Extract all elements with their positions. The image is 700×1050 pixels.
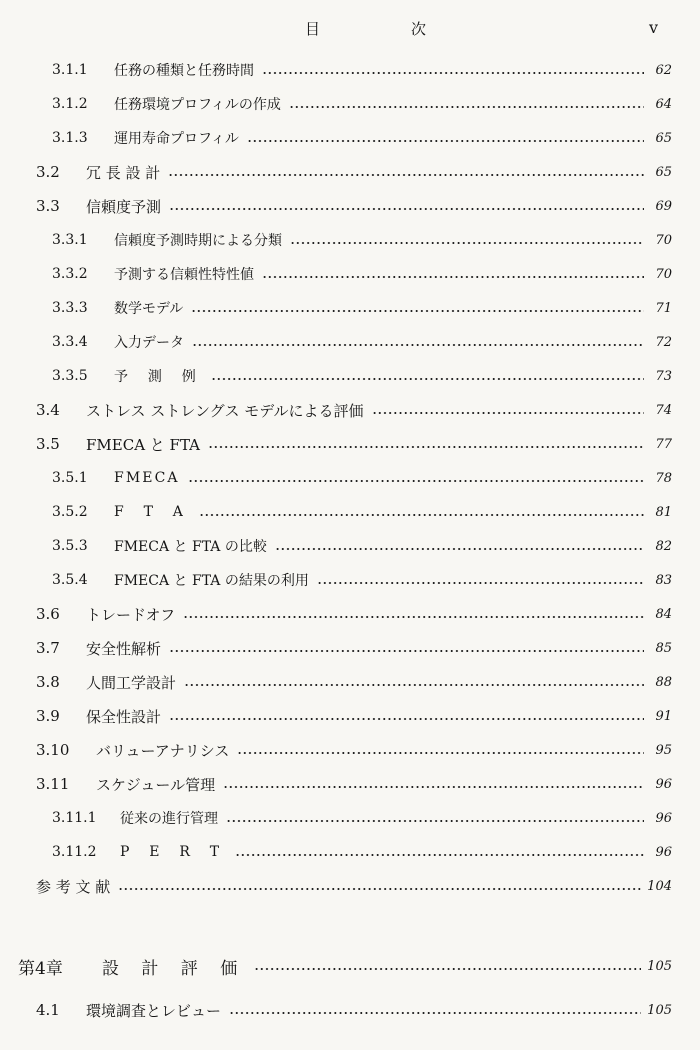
dot-leader <box>223 786 644 788</box>
entry-page: 70 <box>655 266 672 282</box>
toc-entry <box>52 802 672 834</box>
dot-leader <box>192 344 644 346</box>
entry-title: 従来の進行管理 <box>120 811 218 827</box>
entry-number: 3.5 <box>36 435 60 453</box>
dot-leader <box>275 548 644 550</box>
entry-title: 予測する信頼性特性値 <box>114 267 254 283</box>
entry-title: 任務環境プロフィルの作成 <box>114 97 281 113</box>
toc-entry <box>52 54 672 86</box>
dot-leader <box>262 276 644 278</box>
entry-title: ストレス ストレングス モデルによる評価 <box>86 401 364 420</box>
entry-title: バリューアナリシス <box>96 741 230 760</box>
toc-entry <box>36 700 672 732</box>
toc-entry <box>36 190 672 222</box>
entry-number: 3.5.2 <box>52 504 88 520</box>
entry-page: 96 <box>655 776 672 792</box>
dot-leader <box>262 72 644 74</box>
entry-number: 3.3.2 <box>52 266 88 282</box>
dot-leader <box>290 242 644 244</box>
dot-leader <box>247 140 644 142</box>
entry-number: 3.11.1 <box>52 810 97 826</box>
entry-page: 84 <box>655 606 672 622</box>
dot-leader <box>372 412 644 414</box>
entry-page: 62 <box>655 62 672 78</box>
entry-page: 95 <box>655 742 672 758</box>
toc-entry <box>36 870 672 902</box>
dot-leader <box>118 888 641 890</box>
toc-entry <box>52 836 672 868</box>
toc-entry <box>36 632 672 664</box>
dot-leader <box>211 378 644 380</box>
entry-number: 3.2 <box>36 163 60 181</box>
entry-page: 96 <box>655 810 672 826</box>
toc-entry <box>52 88 672 120</box>
entry-number: 3.5.3 <box>52 538 88 554</box>
dot-leader <box>169 208 644 210</box>
entry-number: 3.1.2 <box>52 96 88 112</box>
entry-number: 3.4 <box>36 401 60 419</box>
entry-page: 81 <box>655 504 672 520</box>
dot-leader <box>254 968 641 970</box>
toc-entry <box>36 394 672 426</box>
dot-leader <box>229 1012 641 1014</box>
entry-number: 3.1.1 <box>52 62 88 78</box>
toc-entry <box>52 258 672 290</box>
entry-page: 88 <box>655 674 672 690</box>
toc-entry <box>52 530 672 562</box>
entry-number: 4.1 <box>36 1001 60 1019</box>
entry-title: 環境調査とレビュー <box>86 1001 222 1020</box>
dot-leader <box>199 514 644 516</box>
dot-leader <box>169 650 644 652</box>
entry-page: 105 <box>647 1002 672 1018</box>
entry-page: 72 <box>655 334 672 350</box>
toc-entry <box>52 564 672 596</box>
entry-page: 83 <box>655 572 672 588</box>
entry-title: 信頼度予測 <box>86 197 162 216</box>
entry-title: 任務の種類と任務時間 <box>114 63 254 79</box>
dot-leader <box>191 310 644 312</box>
toc-entry <box>52 360 672 392</box>
dot-leader <box>235 854 644 856</box>
entry-number: 3.3.5 <box>52 368 88 384</box>
toc-entry <box>36 734 672 766</box>
toc-entry <box>36 428 672 460</box>
entry-page: 104 <box>647 878 672 894</box>
toc-entry <box>52 462 672 494</box>
dot-leader <box>183 616 644 618</box>
entry-title: FMECA と FTA の比較 <box>114 539 267 555</box>
entry-page: 73 <box>655 368 672 384</box>
entry-page: 65 <box>655 130 672 146</box>
toc-entry <box>36 994 672 1026</box>
entry-title: P E R T <box>120 844 227 860</box>
dot-leader <box>317 582 644 584</box>
toc-entry <box>52 122 672 154</box>
entry-title: 安全性解析 <box>86 639 162 658</box>
toc-chapter-entry <box>18 950 672 982</box>
entry-title: 予 測 例 <box>114 369 204 385</box>
dot-leader <box>184 684 644 686</box>
entry-number: 3.5.1 <box>52 470 88 486</box>
toc-entry <box>36 156 672 188</box>
toc-entry <box>52 496 672 528</box>
entry-title: 運用寿命プロフィル <box>114 131 239 147</box>
entry-title: FMECA と FTA の結果の利用 <box>114 573 309 589</box>
entry-number: 3.9 <box>36 707 60 725</box>
entry-title: 入力データ <box>114 335 184 351</box>
entry-page: 91 <box>655 708 672 724</box>
chapter-number: 第4章 <box>18 958 63 979</box>
entry-number: 3.3.3 <box>52 300 88 316</box>
entry-title: スケジュール管理 <box>96 775 216 794</box>
dot-leader <box>226 820 644 822</box>
entry-page: 70 <box>655 232 672 248</box>
entry-page: 64 <box>655 96 672 112</box>
entry-page: 105 <box>647 958 672 974</box>
entry-title: 参 考 文 献 <box>36 877 111 896</box>
entry-title: 冗 長 設 計 <box>86 163 161 182</box>
dot-leader <box>188 480 644 482</box>
entry-page: 96 <box>655 844 672 860</box>
entry-title: 信頼度予測時期による分類 <box>114 233 282 249</box>
entry-page: 82 <box>655 538 672 554</box>
entry-number: 3.11 <box>36 775 70 793</box>
toc-entry <box>36 598 672 630</box>
entry-number: 3.7 <box>36 639 60 657</box>
entry-page: 74 <box>655 402 672 418</box>
entry-title: FMECA と FTA <box>86 435 200 454</box>
entry-page: 71 <box>655 300 672 316</box>
entry-page: 85 <box>655 640 672 656</box>
entry-title: FMECA <box>114 470 180 486</box>
toc-entry <box>36 666 672 698</box>
dot-leader <box>237 752 644 754</box>
toc-entry <box>52 292 672 324</box>
header-page-number: v <box>649 18 659 37</box>
entry-number: 3.5.4 <box>52 572 88 588</box>
entry-title: 人間工学設計 <box>86 673 177 692</box>
entry-title: F T A <box>114 504 191 520</box>
entry-title: トレードオフ <box>86 605 176 624</box>
entry-page: 78 <box>655 470 672 486</box>
chapter-title: 設 計 評 価 <box>102 958 246 979</box>
entry-title: 数学モデル <box>114 301 184 317</box>
entry-number: 3.8 <box>36 673 60 691</box>
entry-number: 3.6 <box>36 605 60 623</box>
dot-leader <box>289 106 644 108</box>
page-title: 目 次 <box>305 20 465 38</box>
toc-entry <box>36 768 672 800</box>
dot-leader <box>208 446 644 448</box>
entry-number: 3.3 <box>36 197 60 215</box>
entry-page: 77 <box>655 436 672 452</box>
dot-leader <box>169 718 644 720</box>
entry-page: 65 <box>655 164 672 180</box>
dot-leader <box>168 174 644 176</box>
entry-number: 3.11.2 <box>52 844 97 860</box>
entry-number: 3.1.3 <box>52 130 88 146</box>
entry-number: 3.3.4 <box>52 334 88 350</box>
entry-page: 69 <box>655 198 672 214</box>
toc-entry <box>52 224 672 256</box>
toc-entry <box>52 326 672 358</box>
entry-title: 保全性設計 <box>86 707 162 726</box>
entry-number: 3.3.1 <box>52 232 88 248</box>
entry-number: 3.10 <box>36 741 70 759</box>
page-header <box>0 18 700 44</box>
